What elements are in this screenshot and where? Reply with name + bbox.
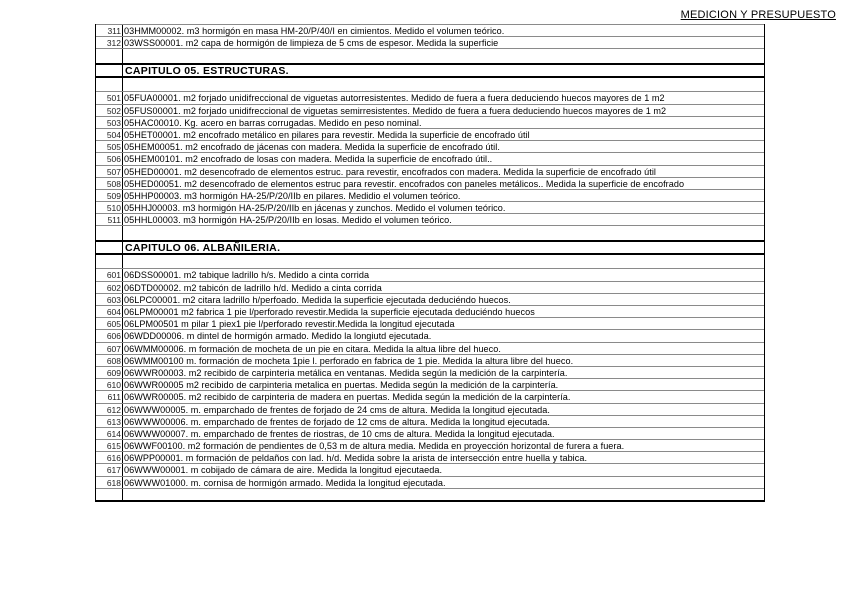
table-row [96,268,764,280]
row-number: 616 [96,452,123,463]
row-number: 506 [96,153,123,164]
row-description: 06LPC00001. m2 citara ladrillo h/perfoado. Medida la superficie ejecutada deduciéndo huecos. [124,294,511,305]
table-row [96,366,764,378]
table-row [96,201,764,213]
row-number: 615 [96,440,123,451]
table-row [96,24,764,36]
spacer-row [96,225,764,240]
table-row [96,354,764,366]
row-number: 501 [96,92,123,103]
chapter-title: CAPITULO 06. ALBAÑILERIA. [125,242,281,254]
row-description: 06WPP00001. m formación de peldaños con lad. h/d. Medida sobre la arista de intersección entre huella y tabica. [124,453,588,464]
table-row [96,36,764,48]
table-row [96,128,764,140]
row-number: 618 [96,477,123,488]
table-row [96,213,764,225]
row-description: 05HED00001. m2 desencofrado de elementos estruc. para revestir, encofrados con madera. Medida la superficie de encofrado útil [124,166,656,177]
row-description: 06WWF00100. m2 formación de pendientes de 0,53 m de altura media. Medida en proyección horizontal de furera a fuera. [124,441,625,452]
row-description: 05HET00001. m2 encofrado metálico en pilares para revestir. Medida la superficie de encofrado útil [124,129,530,140]
row-number: 605 [96,318,123,329]
row-number: 602 [96,282,123,293]
table-row [96,177,764,189]
table-row [96,165,764,177]
table-row [96,415,764,427]
row-description: 05FUA00001. m2 forjado unidifreccional de viguetas autorresistentes. Medido de fuera a fuera deduciendo huecos mayores de 1 m2 [124,93,665,104]
table-row [96,439,764,451]
row-number: 607 [96,343,123,354]
row-number: 510 [96,202,123,213]
table-row [96,91,764,103]
row-number: 502 [96,105,123,116]
spacer-row [96,488,764,500]
table-row [96,342,764,354]
table-row [96,104,764,116]
row-description: 06WWW00001. m cobijado de cámara de aire. Medida la longitud ejecutaeda. [124,465,443,476]
row-description: 05HED00051. m2 desencofrado de elementos estruc para revestir. encofrados con paneles metálicos.. Medida la superficie de encofrado [124,178,685,189]
table-row [96,463,764,475]
row-description: 05HEM00101. m2 encofrado de losas con madera. Medida la superficie de encofrado útil.. [124,154,493,165]
row-number: 609 [96,367,123,378]
table-row [96,281,764,293]
row-description: 06WWW00006. m. emparchado de frentes de forjado de 12 cms de altura. Medida la longitud ejecutada. [124,416,550,427]
row-description: 05HHL00003. m3 hormigón HA-25/P/20/IIb en losas. Medido el volumen teórico. [124,215,452,226]
spacer-row [96,253,764,268]
row-description: 05FUS00001. m2 forjado unidifreccional de viguetas semirresistentes. Medido de fuera a fuera deduciendo huecos mayores de 1 m2 [124,105,667,116]
table-row [96,317,764,329]
row-description: 06WWR00003. m2 recibido de carpinteria metálica en ventanas. Medida según la medición de la carpintería. [124,367,568,378]
table-row [96,451,764,463]
row-number: 507 [96,166,123,177]
row-number: 604 [96,306,123,317]
row-number: 613 [96,416,123,427]
row-number: 603 [96,294,123,305]
row-description: 06LPM00001 m2 fabrica 1 pie l/perforado revestir.Medida la superficie ejecutada deduciéndo huecos [124,307,535,317]
chapter-heading-06 [96,240,764,253]
row-description: 06WMM00100 m. formación de mocheta 1pie l. perforado en fabrica de 1 pie. Medida la altura libre del hueco. [124,355,574,366]
table-row [96,189,764,201]
row-number: 606 [96,330,123,341]
row-number: 505 [96,141,123,152]
page-header-title: MEDICION Y PRESUPUESTO [680,9,836,21]
row-description: 03HMM00002. m3 hormigón en masa HM-20/P/40/I en cimientos. Medido el volumen teórico. [124,26,505,36]
table-row [96,293,764,305]
row-description: 06WWW00007. m. emparchado de frentes de riostras, de 10 cms de altura. Medida la longitud ejecutada. [124,428,555,439]
row-number: 508 [96,178,123,189]
table-row [96,378,764,390]
row-description: 06WDD00006. m dintel de hormigón armado. Medido la longiutd ejecutada. [124,331,432,342]
row-number: 612 [96,404,123,415]
table-row [96,140,764,152]
table-row [96,152,764,164]
table-row [96,427,764,439]
row-description: 05HHP00003. m3 hormigón HA-25/P/20/IIb en pilares. Medidio el volumen teórico. [124,190,461,201]
spacer-row [96,48,764,63]
row-description: 06WWR00005 m2 recibido de carpinteria metalica en puertas. Medida según la medición de la carpintería. [124,380,559,391]
row-description: 06WWW00005. m. emparchado de frentes de forjado de 24 cms de altura. Medida la longitud ejecutada. [124,404,550,415]
row-description: 05HAC00010. Kg. acero en barras corrugadas. Medido en peso nominal. [124,117,422,128]
row-number: 503 [96,117,123,128]
chapter-heading-05 [96,63,764,76]
table-row [96,329,764,341]
table-row [96,390,764,402]
chapter-title: CAPITULO 05. ESTRUCTURAS. [125,65,289,77]
row-number: 509 [96,190,123,201]
row-description: 06WWW01000. m. cornisa de hormigón armado. Medida la longitud ejecutada. [124,477,446,488]
row-description: 06WMM00006. m formación de mocheta de un pie en citara. Medida la altua libre del hueco. [124,343,501,354]
row-description: 06WWR00005. m2 recibido de carpinteria de madera en puertas. Medida según la medición de la carpintería. [124,392,571,403]
table-row [96,116,764,128]
table-row [96,403,764,415]
row-description: 06DTD00002. m2 tabicón de ladrillo h/d. Medido a cinta corrida [124,282,382,293]
table-row [96,305,764,317]
row-description: 06LPM00501 m pilar 1 piex1 pie l/perforado revestir.Medida la longitud ejecutada [124,319,455,330]
row-number: 311 [96,25,123,36]
row-description: 06DSS00001. m2 tabique ladrillo h/s. Medido a cinta corrida [124,270,370,281]
row-description: 05HHJ00003. m3 hormigón HA-25/P/20/IIb en jácenas y zunchos. Medido el volumen teórico. [124,203,506,214]
row-number: 611 [96,391,123,402]
row-number: 610 [96,379,123,390]
row-number: 504 [96,129,123,140]
spacer-row [96,76,764,91]
measurement-sheet [95,24,765,502]
row-number: 601 [96,269,123,280]
table-row [96,476,764,488]
row-description: 03WSS00001. m2 capa de hormigón de limpieza de 5 cms de espesor. Medida la superficie [124,38,499,49]
row-number: 608 [96,355,123,366]
row-number: 614 [96,428,123,439]
row-number: 312 [96,37,123,48]
row-description: 05HEM00051. m2 encofrado de jácenas con madera. Medida la superficie de encofrado útil. [124,142,500,153]
row-number: 511 [96,214,123,225]
row-number: 617 [96,464,123,475]
